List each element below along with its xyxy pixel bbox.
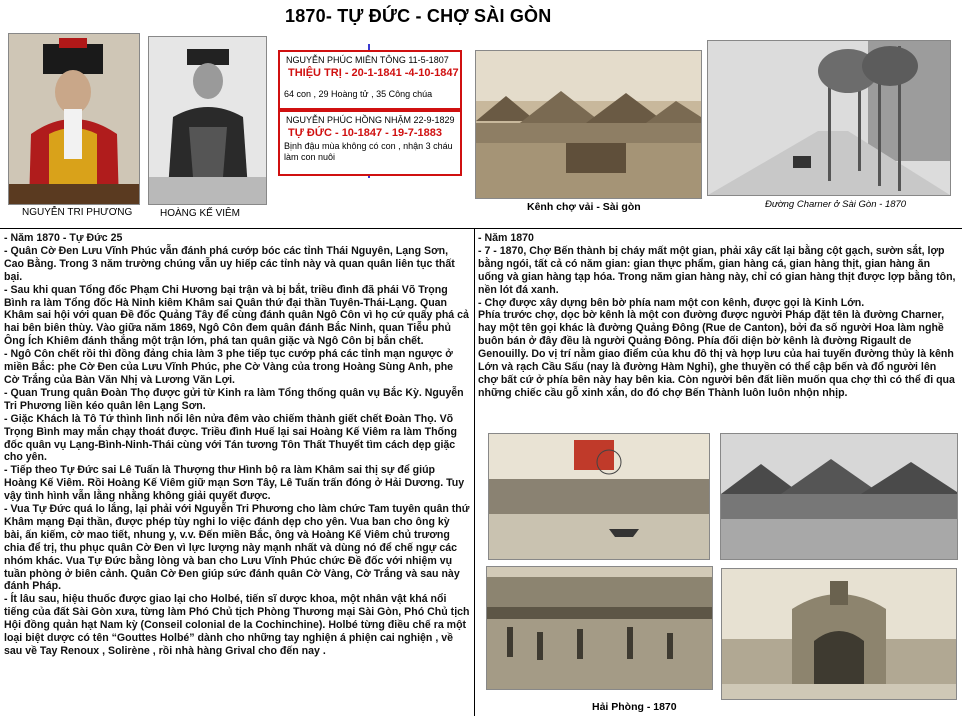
tu-duc-reign: TỰ ĐỨC - 10-1847 - 19-7-1883	[288, 127, 442, 139]
thieu-tri-reign: THIỆU TRỊ - 20-1-1841 -4-10-1847	[288, 67, 459, 79]
tu-duc-name: NGUYỄN PHÚC HỒNG NHẬM 22-9-1829	[286, 115, 455, 125]
left-para-3: - Sau khi quan Tổng đốc Phạm Chi Hương bại trận và bị bắt, triều đình đã phái Võ Trọng Bình ra làm Tổng đốc Hà Ninh kiêm Khâm sai Quân thứ đại thần Tuyên-Thái-Lạng. Quan Khâm sai hội với quan Đề đốc Quảng Tây để cùng đánh quân Ngô Côn vì họ cứ quấy phá cả hai bên biên thùy. Vào giữa năm 1869, Ngô Côn đem quân đánh Bắc Ninh, quan Tiễu phủ Ông Ích Khiêm đánh thắng một trận lớn, phá tan quân giặc và Ngô Côn bị bắn chết.	[4, 283, 469, 348]
ben-thanh-gate-image	[722, 569, 956, 699]
market-canal-image	[476, 51, 701, 198]
portrait-1-caption: NGUYỄN TRI PHƯƠNG	[22, 207, 133, 218]
portrait-nguyen-tri-phuong	[8, 33, 140, 205]
left-column-text	[4, 232, 470, 658]
portrait-2-caption: HOÀNG KẾ VIÊM	[160, 208, 241, 219]
market-roofs-image	[721, 434, 957, 559]
mandarin-portrait-image	[9, 34, 139, 204]
ben-thanh-gate-photo	[721, 568, 957, 700]
street-caption: Đường Charner ở Sài Gòn - 1870	[765, 199, 907, 210]
page-title: 1870- TỰ ĐỨC - CHỢ SÀI GÒN	[285, 6, 552, 26]
thieu-tri-note: 64 con , 29 Hoàng tử , 35 Công chúa	[284, 89, 433, 99]
left-para-1: - Năm 1870 - Tự Đức 25	[4, 232, 123, 244]
market-caption: Kênh chợ vải - Sài gòn	[527, 201, 641, 213]
left-para-8: - Vua Tự Đức quá lo lắng, lại phải với Nguyễn Tri Phương cho làm chức Tam tuyên quân thứ Khâm mạng Đại thần, được phép tùy nghi lo việc đánh dẹp cho yên. Vua ban cho ông kỳ bài, ấn kiếm, cờ mao tiết, nhung y, v.v. Đến miền Bắc, ông và Hoàng Kế Viêm chủ trương chia để trị, thu phục quân Cờ Đen vì lực lượng này mạnh nhất và dùng nó để chế ngự các nhóm khác. Vua Tự Đức bằng lòng và ban cho Lưu Vĩnh Phúc chức Đề đốc với nhiệm vụ tuần phòng ở biên cảnh. Quân Cờ Đen giúp sức đánh quân Cờ Vàng, Cờ Trắng và sau này đánh Pháp.	[4, 503, 470, 593]
portrait-hoang-ke-viem	[148, 36, 267, 205]
market-roofs-photo	[720, 433, 958, 560]
postcard-harbor-photo	[488, 433, 710, 560]
left-para-6: - Giặc Khách là Tô Tứ thình lình nổi lên nửa đêm vào chiếm thành giết chết Đoàn Thọ. Võ Trọng Bình may mắn chạy thoát được. Triều đình Huế lại sai Hoàng Kế Viêm ra làm Thống đốc quân vụ Lạng-Bình-Ninh-Thái cùng với Tán tương Tôn Thất Thuyết tìm cách dẹp giặc cho yên.	[4, 412, 457, 464]
left-para-9: - Ít lâu sau, hiệu thuốc được giao lại cho Holbé, tiến sĩ dược khoa, một nhân vật khá nổi tiếng của đất Sài Gòn xưa, từng làm Phó Chủ tịch Phòng Thương mại Sài Gòn, Phó Chủ tịch Hội đồng quản hạt Nam kỳ (Conseil colonial de la Cochinchine). Holbé từng điều chế ra một loại biệt dược có tên “Gouttes Holbé” dành cho những tay nghiện á phiện cai nghiện , về sau về Tay Renoux , Solirène , rồi nhà hàng Grival cho đến nay .	[4, 593, 470, 657]
postcard-harbor-image	[489, 434, 709, 559]
thieu-tri-name: NGUYỄN PHÚC MIÊN TÔNG 11-5-1807	[286, 55, 449, 65]
right-para-3: - Chợ được xây dựng bên bờ phía nam một con kênh, được gọi là Kinh Lớn.	[478, 296, 865, 309]
right-para-4: Phía trước chợ, dọc bờ kênh là một con đường được người Pháp đặt tên là đường Charner, hay một tên gọi khác là đường Quảng Đông (Rue de Canton), bởi đa số người Hoa làm nghề buôn bán ở đây đều là người Quảng Đông. Phía đối diện bờ kênh là đường Rigault de Genouilly. Do vị trí nằm giao điểm của khu đô thị và hợp lưu của hai tuyến đường thủy là kênh Lớn và rạch Cầu Sấu (nay là đường Hàm Nghi), ghe thuyền có thể cập bến và đổ người lên chợ bất cứ ở phía bên này hay bên kia. Còn người bên đất liền muốn qua chợ thì có thể đi qua những chiếc cầu gỗ xinh xắn, do đó chợ Bến Thành luôn luôn nhộn nhịp.	[478, 309, 955, 399]
haiphong-caption: Hải Phòng - 1870	[592, 701, 677, 713]
river-crowd-photo	[486, 566, 713, 690]
column-divider	[474, 229, 475, 716]
section-divider	[0, 228, 962, 229]
tu-duc-note: Bịnh đậu mùa không có con , nhận 3 cháu làm con nuôi	[284, 141, 453, 162]
right-para-2: - 7 - 1870, Chợ Bến thành bị cháy mất một gian, phải xây cất lại bằng cột gạch, sườn sắt, lợp bằng ngói, tất cả có năm gian: gian thực phẩm, gian hàng cá, gian hàng thịt, gian hàng ăn uống và gian hàng tạp hóa. Trong năm gian hàng này, chỉ có gian hàng thịt được lợp bằng tôn, nền lót đá xanh.	[478, 244, 956, 296]
river-crowd-image	[487, 567, 712, 689]
charner-street-image	[708, 41, 950, 195]
tu-duc-info-box	[278, 110, 462, 176]
right-column-text	[478, 232, 956, 400]
left-para-5: - Quan Trung quân Đoàn Thọ được gửi từ Kinh ra làm Tổng thống quân vụ Bắc Kỳ. Nguyễn Tri Phương liền kéo quân lên Lạng Sơn.	[4, 386, 464, 412]
left-para-7: - Tiếp theo Tự Đức sai Lê Tuấn là Thượng thư Hình bộ ra làm Khâm sai thị sự để giúp Hoàng Kế Viêm. Rồi Hoàng Kế Viêm giữ mạn Sơn Tây, Lê Tuấn trấn đóng ở Hải Dương. Tuy vậy tình hình vẫn lằng nhằng không giải quyết được.	[4, 464, 465, 503]
charner-street-photo	[707, 40, 951, 196]
right-para-1: - Năm 1870	[478, 232, 534, 244]
market-canal-photo	[475, 50, 702, 199]
official-portrait-image	[149, 37, 266, 204]
left-para-2: - Quân Cờ Đen Lưu Vĩnh Phúc vẫn đánh phá cướp bóc các tỉnh Thái Nguyên, Lạng Sơn, Cao Bằng. Trong 3 năm trường chúng vẫn uy hiếp các tỉnh này và quan quân liên tục thất bại.	[4, 244, 455, 283]
left-para-4: - Ngô Côn chết rồi thì đồng đảng chia làm 3 phe tiếp tục cướp phá các tỉnh mạn ngược ở miền Bắc: phe Cờ Đen của Lưu Vĩnh Phúc, phe Cờ Vàng của trong Hoàng Sùng Anh, phe Cờ Trắng của Bàn Văn Nhị và Lương Văn Lợi.	[4, 348, 454, 386]
thieu-tri-info-box	[278, 50, 462, 110]
